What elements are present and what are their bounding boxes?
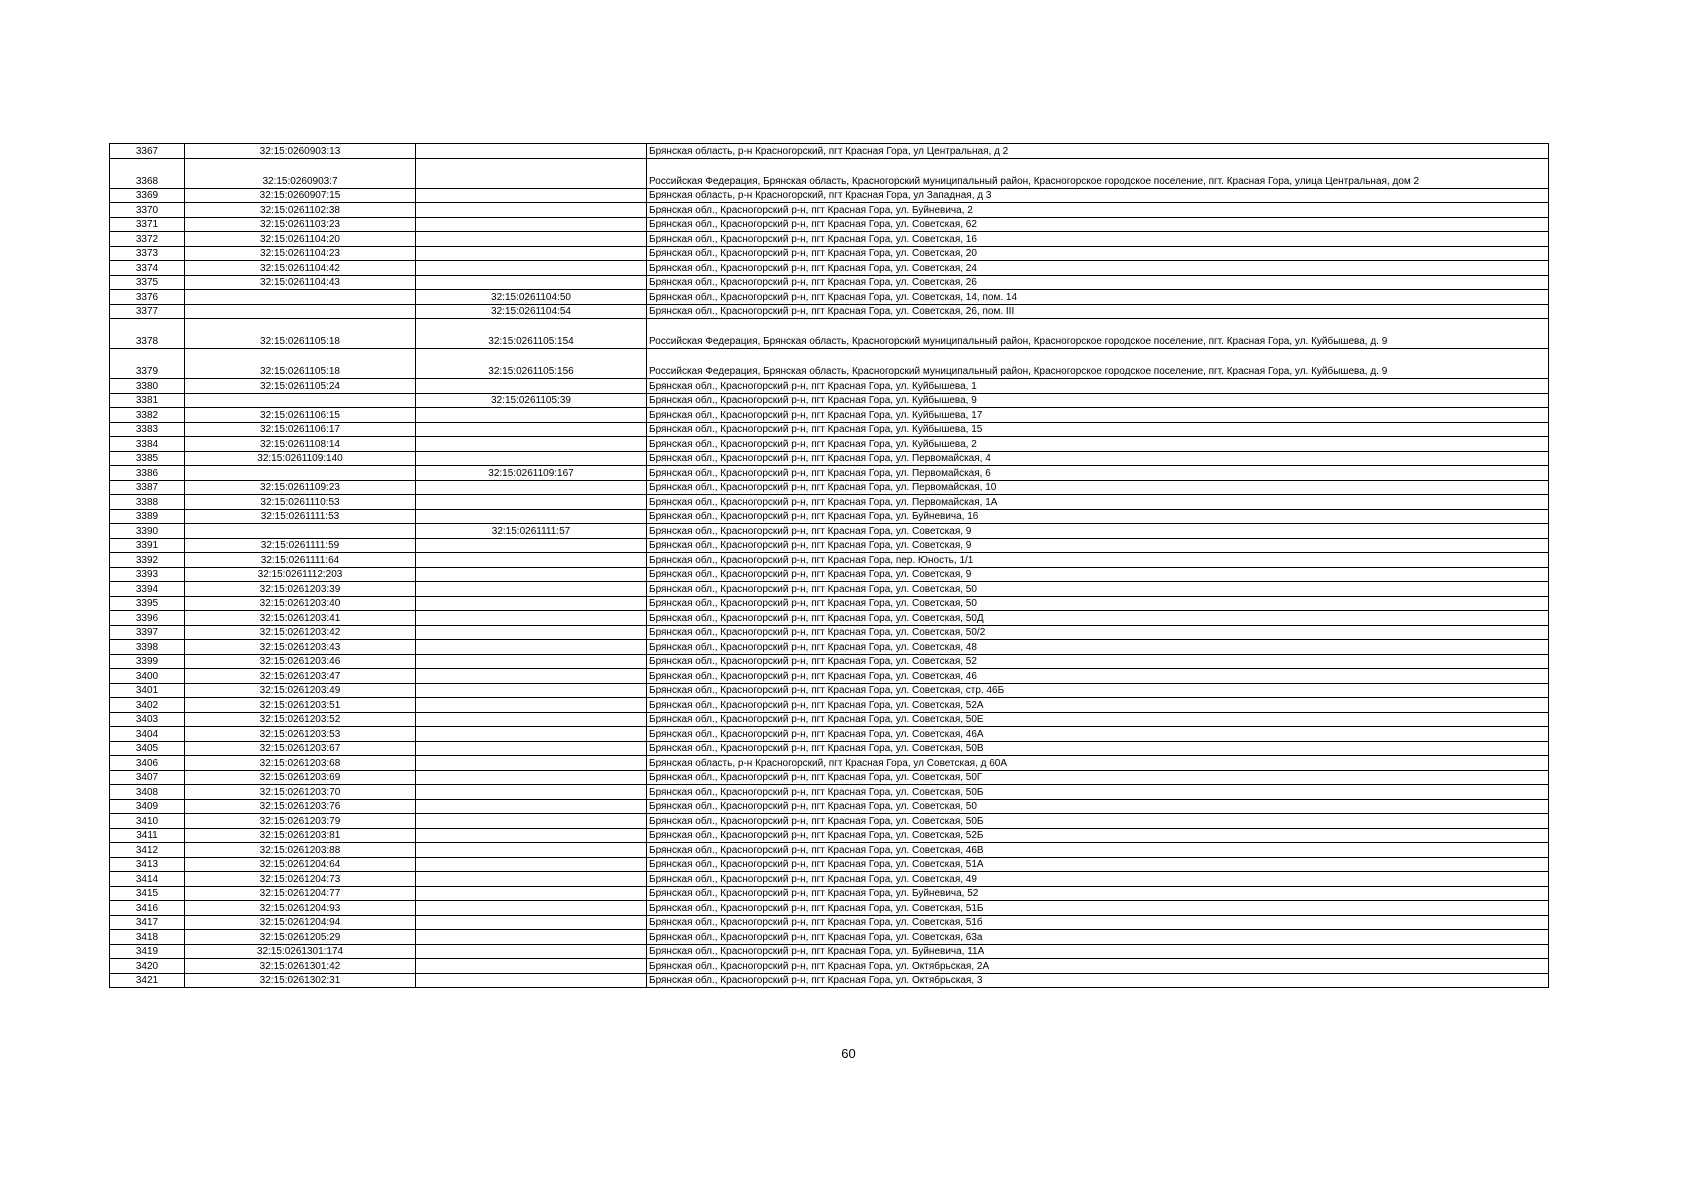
cadastral-number-cell: 32:15:0261104:20: [185, 232, 416, 247]
cadastral-number-cell: 32:15:0261204:77: [185, 886, 416, 901]
premises-cadastral-number-cell: [416, 188, 647, 203]
premises-cadastral-number-cell: [416, 901, 647, 916]
row-number-cell: 3379: [110, 349, 185, 379]
table-row: [110, 785, 1549, 800]
premises-cadastral-number-cell: 32:15:0261105:39: [416, 393, 647, 408]
row-number-cell: 3372: [110, 232, 185, 247]
cadastral-number-cell: 32:15:0261204:73: [185, 872, 416, 887]
address-cell: Брянская обл., Красногорский р-н, пгт Красная Гора, ул. Советская, 50Б: [647, 814, 1549, 829]
cadastral-number-cell: 32:15:0261203:68: [185, 756, 416, 771]
cadastral-number-cell: 32:15:0261203:47: [185, 669, 416, 684]
premises-cadastral-number-cell: [416, 654, 647, 669]
table-row: [110, 683, 1549, 698]
row-number-cell: 3405: [110, 741, 185, 756]
premises-cadastral-number-cell: 32:15:0261105:154: [416, 319, 647, 349]
premises-cadastral-number-cell: 32:15:0261104:50: [416, 290, 647, 305]
table-row: [110, 698, 1549, 713]
premises-cadastral-number-cell: [416, 640, 647, 655]
cadastral-number-cell: 32:15:0261110:53: [185, 495, 416, 510]
cadastral-number-cell: 32:15:0261203:53: [185, 727, 416, 742]
table-row: [110, 930, 1549, 945]
premises-cadastral-number-cell: [416, 144, 647, 159]
table-row: [110, 524, 1549, 539]
row-number-cell: 3391: [110, 538, 185, 553]
address-cell: Российская Федерация, Брянская область, Красногорский муниципальный район, Красногорское городское поселение, пгт. Красная Гора, ул. Куйбышева, д. 9: [647, 319, 1549, 349]
premises-cadastral-number-cell: 32:15:0261104:54: [416, 304, 647, 319]
premises-cadastral-number-cell: [416, 625, 647, 640]
table-row: [110, 393, 1549, 408]
premises-cadastral-number-cell: [416, 553, 647, 568]
cadastral-number-cell: 32:15:0261203:41: [185, 611, 416, 626]
table-row: [110, 538, 1549, 553]
row-number-cell: 3387: [110, 480, 185, 495]
premises-cadastral-number-cell: [416, 437, 647, 452]
cadastral-number-cell: 32:15:0260903:7: [185, 158, 416, 188]
address-cell: Брянская обл., Красногорский р-н, пгт Красная Гора, ул. Советская, 9: [647, 524, 1549, 539]
row-number-cell: 3414: [110, 872, 185, 887]
address-cell: Брянская обл., Красногорский р-н, пгт Красная Гора, ул. Советская, 46А: [647, 727, 1549, 742]
row-number-cell: 3392: [110, 553, 185, 568]
address-cell: Брянская обл., Красногорский р-н, пгт Красная Гора, ул. Первомайская, 1А: [647, 495, 1549, 510]
table-row: [110, 872, 1549, 887]
cadastral-number-cell: 32:15:0261109:140: [185, 451, 416, 466]
row-number-cell: 3400: [110, 669, 185, 684]
address-cell: Брянская обл., Красногорский р-н, пгт Красная Гора, ул. Советская, 50: [647, 582, 1549, 597]
address-cell: Брянская обл., Красногорский р-н, пгт Красная Гора, ул. Советская, 24: [647, 261, 1549, 276]
table-row: [110, 611, 1549, 626]
premises-cadastral-number-cell: [416, 203, 647, 218]
premises-cadastral-number-cell: [416, 741, 647, 756]
address-cell: Брянская обл., Красногорский р-н, пгт Красная Гора, ул. Буйневича, 2: [647, 203, 1549, 218]
row-number-cell: 3377: [110, 304, 185, 319]
address-cell: Брянская обл., Красногорский р-н, пгт Красная Гора, ул. Советская, 52А: [647, 698, 1549, 713]
row-number-cell: 3386: [110, 466, 185, 481]
premises-cadastral-number-cell: 32:15:0261105:156: [416, 349, 647, 379]
premises-cadastral-number-cell: [416, 261, 647, 276]
table-row: [110, 466, 1549, 481]
row-number-cell: 3402: [110, 698, 185, 713]
table-row: [110, 379, 1549, 394]
table-row: [110, 188, 1549, 203]
table-row: [110, 203, 1549, 218]
address-cell: Брянская обл., Красногорский р-н, пгт Красная Гора, ул. Куйбышева, 17: [647, 408, 1549, 423]
premises-cadastral-number-cell: [416, 217, 647, 232]
row-number-cell: 3407: [110, 770, 185, 785]
cadastral-number-cell: 32:15:0261203:51: [185, 698, 416, 713]
cadastral-number-cell: 32:15:0261111:64: [185, 553, 416, 568]
address-cell: Брянская обл., Красногорский р-н, пгт Красная Гора, ул. Советская, 16: [647, 232, 1549, 247]
premises-cadastral-number-cell: [416, 930, 647, 945]
address-cell: Брянская обл., Красногорский р-н, пгт Красная Гора, ул. Первомайская, 4: [647, 451, 1549, 466]
address-cell: Брянская обл., Красногорский р-н, пгт Красная Гора, ул. Советская, 52: [647, 654, 1549, 669]
address-cell: Брянская обл., Красногорский р-н, пгт Красная Гора, ул. Советская, 51А: [647, 857, 1549, 872]
cadastral-number-cell: 32:15:0261203:69: [185, 770, 416, 785]
row-number-cell: 3370: [110, 203, 185, 218]
table-row: [110, 408, 1549, 423]
table-row: [110, 770, 1549, 785]
cadastral-number-cell: 32:15:0261203:79: [185, 814, 416, 829]
row-number-cell: 3395: [110, 596, 185, 611]
address-cell: Брянская обл., Красногорский р-н, пгт Красная Гора, ул. Советская, 52Б: [647, 828, 1549, 843]
premises-cadastral-number-cell: [416, 698, 647, 713]
row-number-cell: 3403: [110, 712, 185, 727]
table-row: [110, 712, 1549, 727]
cadastral-number-cell: 32:15:0261105:24: [185, 379, 416, 394]
cadastral-number-cell: 32:15:0261105:18: [185, 349, 416, 379]
cadastral-number-cell: 32:15:0261203:76: [185, 799, 416, 814]
row-number-cell: 3376: [110, 290, 185, 305]
premises-cadastral-number-cell: [416, 275, 647, 290]
cadastral-number-cell: 32:15:0261104:23: [185, 246, 416, 261]
address-cell: Брянская область, р-н Красногорский, пгт Красная Гора, ул Советская, д 60А: [647, 756, 1549, 771]
address-cell: Брянская обл., Красногорский р-н, пгт Красная Гора, ул. Советская, стр. 46Б: [647, 683, 1549, 698]
cadastral-number-cell: 32:15:0261203:49: [185, 683, 416, 698]
table-row: [110, 261, 1549, 276]
address-cell: Российская Федерация, Брянская область, Красногорский муниципальный район, Красногорское городское поселение, пгт. Красная Гора, ул. Куйбышева, д. 9: [647, 349, 1549, 379]
row-number-cell: 3418: [110, 930, 185, 945]
row-number-cell: 3419: [110, 944, 185, 959]
premises-cadastral-number-cell: [416, 408, 647, 423]
table-row: [110, 217, 1549, 232]
address-cell: Брянская обл., Красногорский р-н, пгт Красная Гора, ул. Советская, 51б: [647, 915, 1549, 930]
premises-cadastral-number-cell: [416, 756, 647, 771]
cadastral-number-cell: 32:15:0261108:14: [185, 437, 416, 452]
premises-cadastral-number-cell: [416, 611, 647, 626]
cadastral-number-cell: 32:15:0261301:174: [185, 944, 416, 959]
row-number-cell: 3411: [110, 828, 185, 843]
premises-cadastral-number-cell: [416, 246, 647, 261]
row-number-cell: 3394: [110, 582, 185, 597]
cadastral-number-cell: 32:15:0261302:31: [185, 973, 416, 988]
address-cell: Брянская область, р-н Красногорский, пгт Красная Гора, ул Западная, д 3: [647, 188, 1549, 203]
table-row: [110, 158, 1549, 188]
table-row: [110, 843, 1549, 858]
address-cell: Брянская обл., Красногорский р-н, пгт Красная Гора, ул. Советская, 14, пом. 14: [647, 290, 1549, 305]
premises-cadastral-number-cell: [416, 785, 647, 800]
table-row: [110, 814, 1549, 829]
address-cell: Брянская обл., Красногорский р-н, пгт Красная Гора, ул. Советская, 50Г: [647, 770, 1549, 785]
table-row: [110, 567, 1549, 582]
table-row: [110, 437, 1549, 452]
address-cell: Брянская обл., Красногорский р-н, пгт Красная Гора, ул. Советская, 50: [647, 596, 1549, 611]
row-number-cell: 3401: [110, 683, 185, 698]
cadastral-number-cell: 32:15:0261111:53: [185, 509, 416, 524]
row-number-cell: 3399: [110, 654, 185, 669]
cadastral-number-cell: 32:15:0261104:42: [185, 261, 416, 276]
cadastral-number-cell: 32:15:0261203:67: [185, 741, 416, 756]
row-number-cell: 3369: [110, 188, 185, 203]
row-number-cell: 3416: [110, 901, 185, 916]
address-cell: Брянская обл., Красногорский р-н, пгт Красная Гора, ул. Буйневича, 11А: [647, 944, 1549, 959]
table-row: [110, 144, 1549, 159]
premises-cadastral-number-cell: [416, 857, 647, 872]
address-cell: Брянская обл., Красногорский р-н, пгт Красная Гора, ул. Советская, 51Б: [647, 901, 1549, 916]
table-row: [110, 799, 1549, 814]
cadastral-number-cell: 32:15:0261109:23: [185, 480, 416, 495]
cadastral-number-cell: 32:15:0261106:15: [185, 408, 416, 423]
premises-cadastral-number-cell: 32:15:0261111:57: [416, 524, 647, 539]
row-number-cell: 3380: [110, 379, 185, 394]
row-number-cell: 3378: [110, 319, 185, 349]
premises-cadastral-number-cell: [416, 814, 647, 829]
premises-cadastral-number-cell: [416, 886, 647, 901]
row-number-cell: 3417: [110, 915, 185, 930]
premises-cadastral-number-cell: [416, 828, 647, 843]
address-cell: Брянская обл., Красногорский р-н, пгт Красная Гора, ул. Советская, 9: [647, 567, 1549, 582]
cadastral-number-cell: 32:15:0261103:23: [185, 217, 416, 232]
cadastral-number-cell: 32:15:0260903:13: [185, 144, 416, 159]
address-cell: Брянская обл., Красногорский р-н, пгт Красная Гора, ул. Буйневича, 52: [647, 886, 1549, 901]
table-row: [110, 640, 1549, 655]
row-number-cell: 3393: [110, 567, 185, 582]
premises-cadastral-number-cell: [416, 509, 647, 524]
registry-body: [110, 144, 1549, 988]
address-cell: Российская Федерация, Брянская область, Красногорский муниципальный район, Красногорское городское поселение, пгт. Красная Гора, улица Центральная, дом 2: [647, 158, 1549, 188]
cadastral-number-cell: 32:15:0261204:64: [185, 857, 416, 872]
address-cell: Брянская обл., Красногорский р-н, пгт Красная Гора, ул. Советская, 46: [647, 669, 1549, 684]
table-row: [110, 741, 1549, 756]
table-row: [110, 275, 1549, 290]
address-cell: Брянская обл., Красногорский р-н, пгт Красная Гора, ул. Советская, 46В: [647, 843, 1549, 858]
premises-cadastral-number-cell: [416, 158, 647, 188]
address-cell: Брянская обл., Красногорский р-н, пгт Красная Гора, ул. Куйбышева, 15: [647, 422, 1549, 437]
table-row: [110, 727, 1549, 742]
row-number-cell: 3373: [110, 246, 185, 261]
cadastral-number-cell: [185, 466, 416, 481]
cadastral-number-cell: 32:15:0261105:18: [185, 319, 416, 349]
row-number-cell: 3382: [110, 408, 185, 423]
row-number-cell: 3421: [110, 973, 185, 988]
table-row: [110, 319, 1549, 349]
cadastral-number-cell: [185, 304, 416, 319]
premises-cadastral-number-cell: 32:15:0261109:167: [416, 466, 647, 481]
premises-cadastral-number-cell: [416, 422, 647, 437]
table-row: [110, 625, 1549, 640]
premises-cadastral-number-cell: [416, 232, 647, 247]
table-row: [110, 451, 1549, 466]
address-cell: Брянская обл., Красногорский р-н, пгт Красная Гора, ул. Первомайская, 10: [647, 480, 1549, 495]
premises-cadastral-number-cell: [416, 480, 647, 495]
address-cell: Брянская обл., Красногорский р-н, пгт Красная Гора, ул. Куйбышева, 9: [647, 393, 1549, 408]
address-cell: Брянская обл., Красногорский р-н, пгт Красная Гора, ул. Октябрьская, 3: [647, 973, 1549, 988]
address-cell: Брянская обл., Красногорский р-н, пгт Красная Гора, ул. Советская, 9: [647, 538, 1549, 553]
row-number-cell: 3368: [110, 158, 185, 188]
cadastral-number-cell: 32:15:0261204:94: [185, 915, 416, 930]
address-cell: Брянская обл., Красногорский р-н, пгт Красная Гора, пер. Юность, 1/1: [647, 553, 1549, 568]
cadastral-number-cell: 32:15:0260907:15: [185, 188, 416, 203]
table-row: [110, 669, 1549, 684]
premises-cadastral-number-cell: [416, 915, 647, 930]
table-row: [110, 422, 1549, 437]
table-row: [110, 232, 1549, 247]
page-number: 60: [841, 1046, 856, 1061]
row-number-cell: 3374: [110, 261, 185, 276]
premises-cadastral-number-cell: [416, 683, 647, 698]
cadastral-number-cell: 32:15:0261205:29: [185, 930, 416, 945]
row-number-cell: 3397: [110, 625, 185, 640]
table-row: [110, 246, 1549, 261]
address-cell: Брянская обл., Красногорский р-н, пгт Красная Гора, ул. Советская, 50В: [647, 741, 1549, 756]
premises-cadastral-number-cell: [416, 582, 647, 597]
cadastral-number-cell: [185, 393, 416, 408]
table-row: [110, 756, 1549, 771]
row-number-cell: 3412: [110, 843, 185, 858]
table-row: [110, 915, 1549, 930]
address-cell: Брянская обл., Красногорский р-н, пгт Красная Гора, ул. Буйневича, 16: [647, 509, 1549, 524]
row-number-cell: 3388: [110, 495, 185, 510]
cadastral-number-cell: 32:15:0261112:203: [185, 567, 416, 582]
table-row: [110, 495, 1549, 510]
premises-cadastral-number-cell: [416, 770, 647, 785]
cadastral-number-cell: [185, 524, 416, 539]
cadastral-number-cell: 32:15:0261203:40: [185, 596, 416, 611]
table-row: [110, 480, 1549, 495]
table-row: [110, 349, 1549, 379]
row-number-cell: 3406: [110, 756, 185, 771]
table-row: [110, 509, 1549, 524]
premises-cadastral-number-cell: [416, 944, 647, 959]
row-number-cell: 3371: [110, 217, 185, 232]
table-row: [110, 857, 1549, 872]
table-row: [110, 553, 1549, 568]
address-cell: Брянская обл., Красногорский р-н, пгт Красная Гора, ул. Первомайская, 6: [647, 466, 1549, 481]
cadastral-number-cell: 32:15:0261203:42: [185, 625, 416, 640]
address-cell: Брянская обл., Красногорский р-н, пгт Красная Гора, ул. Советская, 26, пом. III: [647, 304, 1549, 319]
cadastral-number-cell: 32:15:0261203:43: [185, 640, 416, 655]
address-cell: Брянская обл., Красногорский р-н, пгт Красная Гора, ул. Советская, 50Е: [647, 712, 1549, 727]
row-number-cell: 3383: [110, 422, 185, 437]
address-cell: Брянская обл., Красногорский р-н, пгт Красная Гора, ул. Советская, 26: [647, 275, 1549, 290]
cadastral-number-cell: 32:15:0261203:88: [185, 843, 416, 858]
table-row: [110, 973, 1549, 988]
premises-cadastral-number-cell: [416, 872, 647, 887]
cadastral-number-cell: 32:15:0261203:70: [185, 785, 416, 800]
address-cell: Брянская обл., Красногорский р-н, пгт Красная Гора, ул. Советская, 48: [647, 640, 1549, 655]
row-number-cell: 3404: [110, 727, 185, 742]
cadastral-number-cell: 32:15:0261102:38: [185, 203, 416, 218]
cadastral-number-cell: [185, 290, 416, 305]
address-cell: Брянская обл., Красногорский р-н, пгт Красная Гора, ул. Советская, 49: [647, 872, 1549, 887]
address-cell: Брянская обл., Красногорский р-н, пгт Красная Гора, ул. Советская, 63а: [647, 930, 1549, 945]
table-row: [110, 596, 1549, 611]
row-number-cell: 3390: [110, 524, 185, 539]
cadastral-number-cell: 32:15:0261203:52: [185, 712, 416, 727]
address-cell: Брянская обл., Красногорский р-н, пгт Красная Гора, ул. Куйбышева, 2: [647, 437, 1549, 452]
cadastral-number-cell: 32:15:0261111:59: [185, 538, 416, 553]
row-number-cell: 3367: [110, 144, 185, 159]
address-cell: Брянская область, р-н Красногорский, пгт Красная Гора, ул Центральная, д 2: [647, 144, 1549, 159]
cadastral-number-cell: 32:15:0261203:81: [185, 828, 416, 843]
table-row: [110, 959, 1549, 974]
cadastral-number-cell: 32:15:0261301:42: [185, 959, 416, 974]
cadastral-number-cell: 32:15:0261104:43: [185, 275, 416, 290]
table-row: [110, 582, 1549, 597]
table-row: [110, 304, 1549, 319]
premises-cadastral-number-cell: [416, 799, 647, 814]
premises-cadastral-number-cell: [416, 379, 647, 394]
premises-cadastral-number-cell: [416, 712, 647, 727]
premises-cadastral-number-cell: [416, 973, 647, 988]
row-number-cell: 3413: [110, 857, 185, 872]
address-cell: Брянская обл., Красногорский р-н, пгт Красная Гора, ул. Советская, 50Б: [647, 785, 1549, 800]
cadastral-number-cell: 32:15:0261203:46: [185, 654, 416, 669]
table-row: [110, 654, 1549, 669]
premises-cadastral-number-cell: [416, 538, 647, 553]
row-number-cell: 3415: [110, 886, 185, 901]
premises-cadastral-number-cell: [416, 727, 647, 742]
table-row: [110, 944, 1549, 959]
cadastral-number-cell: 32:15:0261204:93: [185, 901, 416, 916]
row-number-cell: 3420: [110, 959, 185, 974]
premises-cadastral-number-cell: [416, 959, 647, 974]
address-cell: Брянская обл., Красногорский р-н, пгт Красная Гора, ул. Советская, 20: [647, 246, 1549, 261]
row-number-cell: 3396: [110, 611, 185, 626]
row-number-cell: 3398: [110, 640, 185, 655]
premises-cadastral-number-cell: [416, 596, 647, 611]
row-number-cell: 3410: [110, 814, 185, 829]
cadastral-number-cell: 32:15:0261106:17: [185, 422, 416, 437]
cadastral-number-cell: 32:15:0261203:39: [185, 582, 416, 597]
address-cell: Брянская обл., Красногорский р-н, пгт Красная Гора, ул. Куйбышева, 1: [647, 379, 1549, 394]
row-number-cell: 3375: [110, 275, 185, 290]
row-number-cell: 3384: [110, 437, 185, 452]
premises-cadastral-number-cell: [416, 669, 647, 684]
address-cell: Брянская обл., Красногорский р-н, пгт Красная Гора, ул. Советская, 62: [647, 217, 1549, 232]
premises-cadastral-number-cell: [416, 567, 647, 582]
table-row: [110, 886, 1549, 901]
table-row: [110, 828, 1549, 843]
premises-cadastral-number-cell: [416, 495, 647, 510]
row-number-cell: 3389: [110, 509, 185, 524]
row-number-cell: 3409: [110, 799, 185, 814]
property-registry-table: [109, 143, 1549, 988]
address-cell: Брянская обл., Красногорский р-н, пгт Красная Гора, ул. Октябрьская, 2А: [647, 959, 1549, 974]
premises-cadastral-number-cell: [416, 843, 647, 858]
premises-cadastral-number-cell: [416, 451, 647, 466]
address-cell: Брянская обл., Красногорский р-н, пгт Красная Гора, ул. Советская, 50Д: [647, 611, 1549, 626]
table-row: [110, 290, 1549, 305]
row-number-cell: 3408: [110, 785, 185, 800]
address-cell: Брянская обл., Красногорский р-н, пгт Красная Гора, ул. Советская, 50/2: [647, 625, 1549, 640]
row-number-cell: 3381: [110, 393, 185, 408]
row-number-cell: 3385: [110, 451, 185, 466]
address-cell: Брянская обл., Красногорский р-н, пгт Красная Гора, ул. Советская, 50: [647, 799, 1549, 814]
table-row: [110, 901, 1549, 916]
